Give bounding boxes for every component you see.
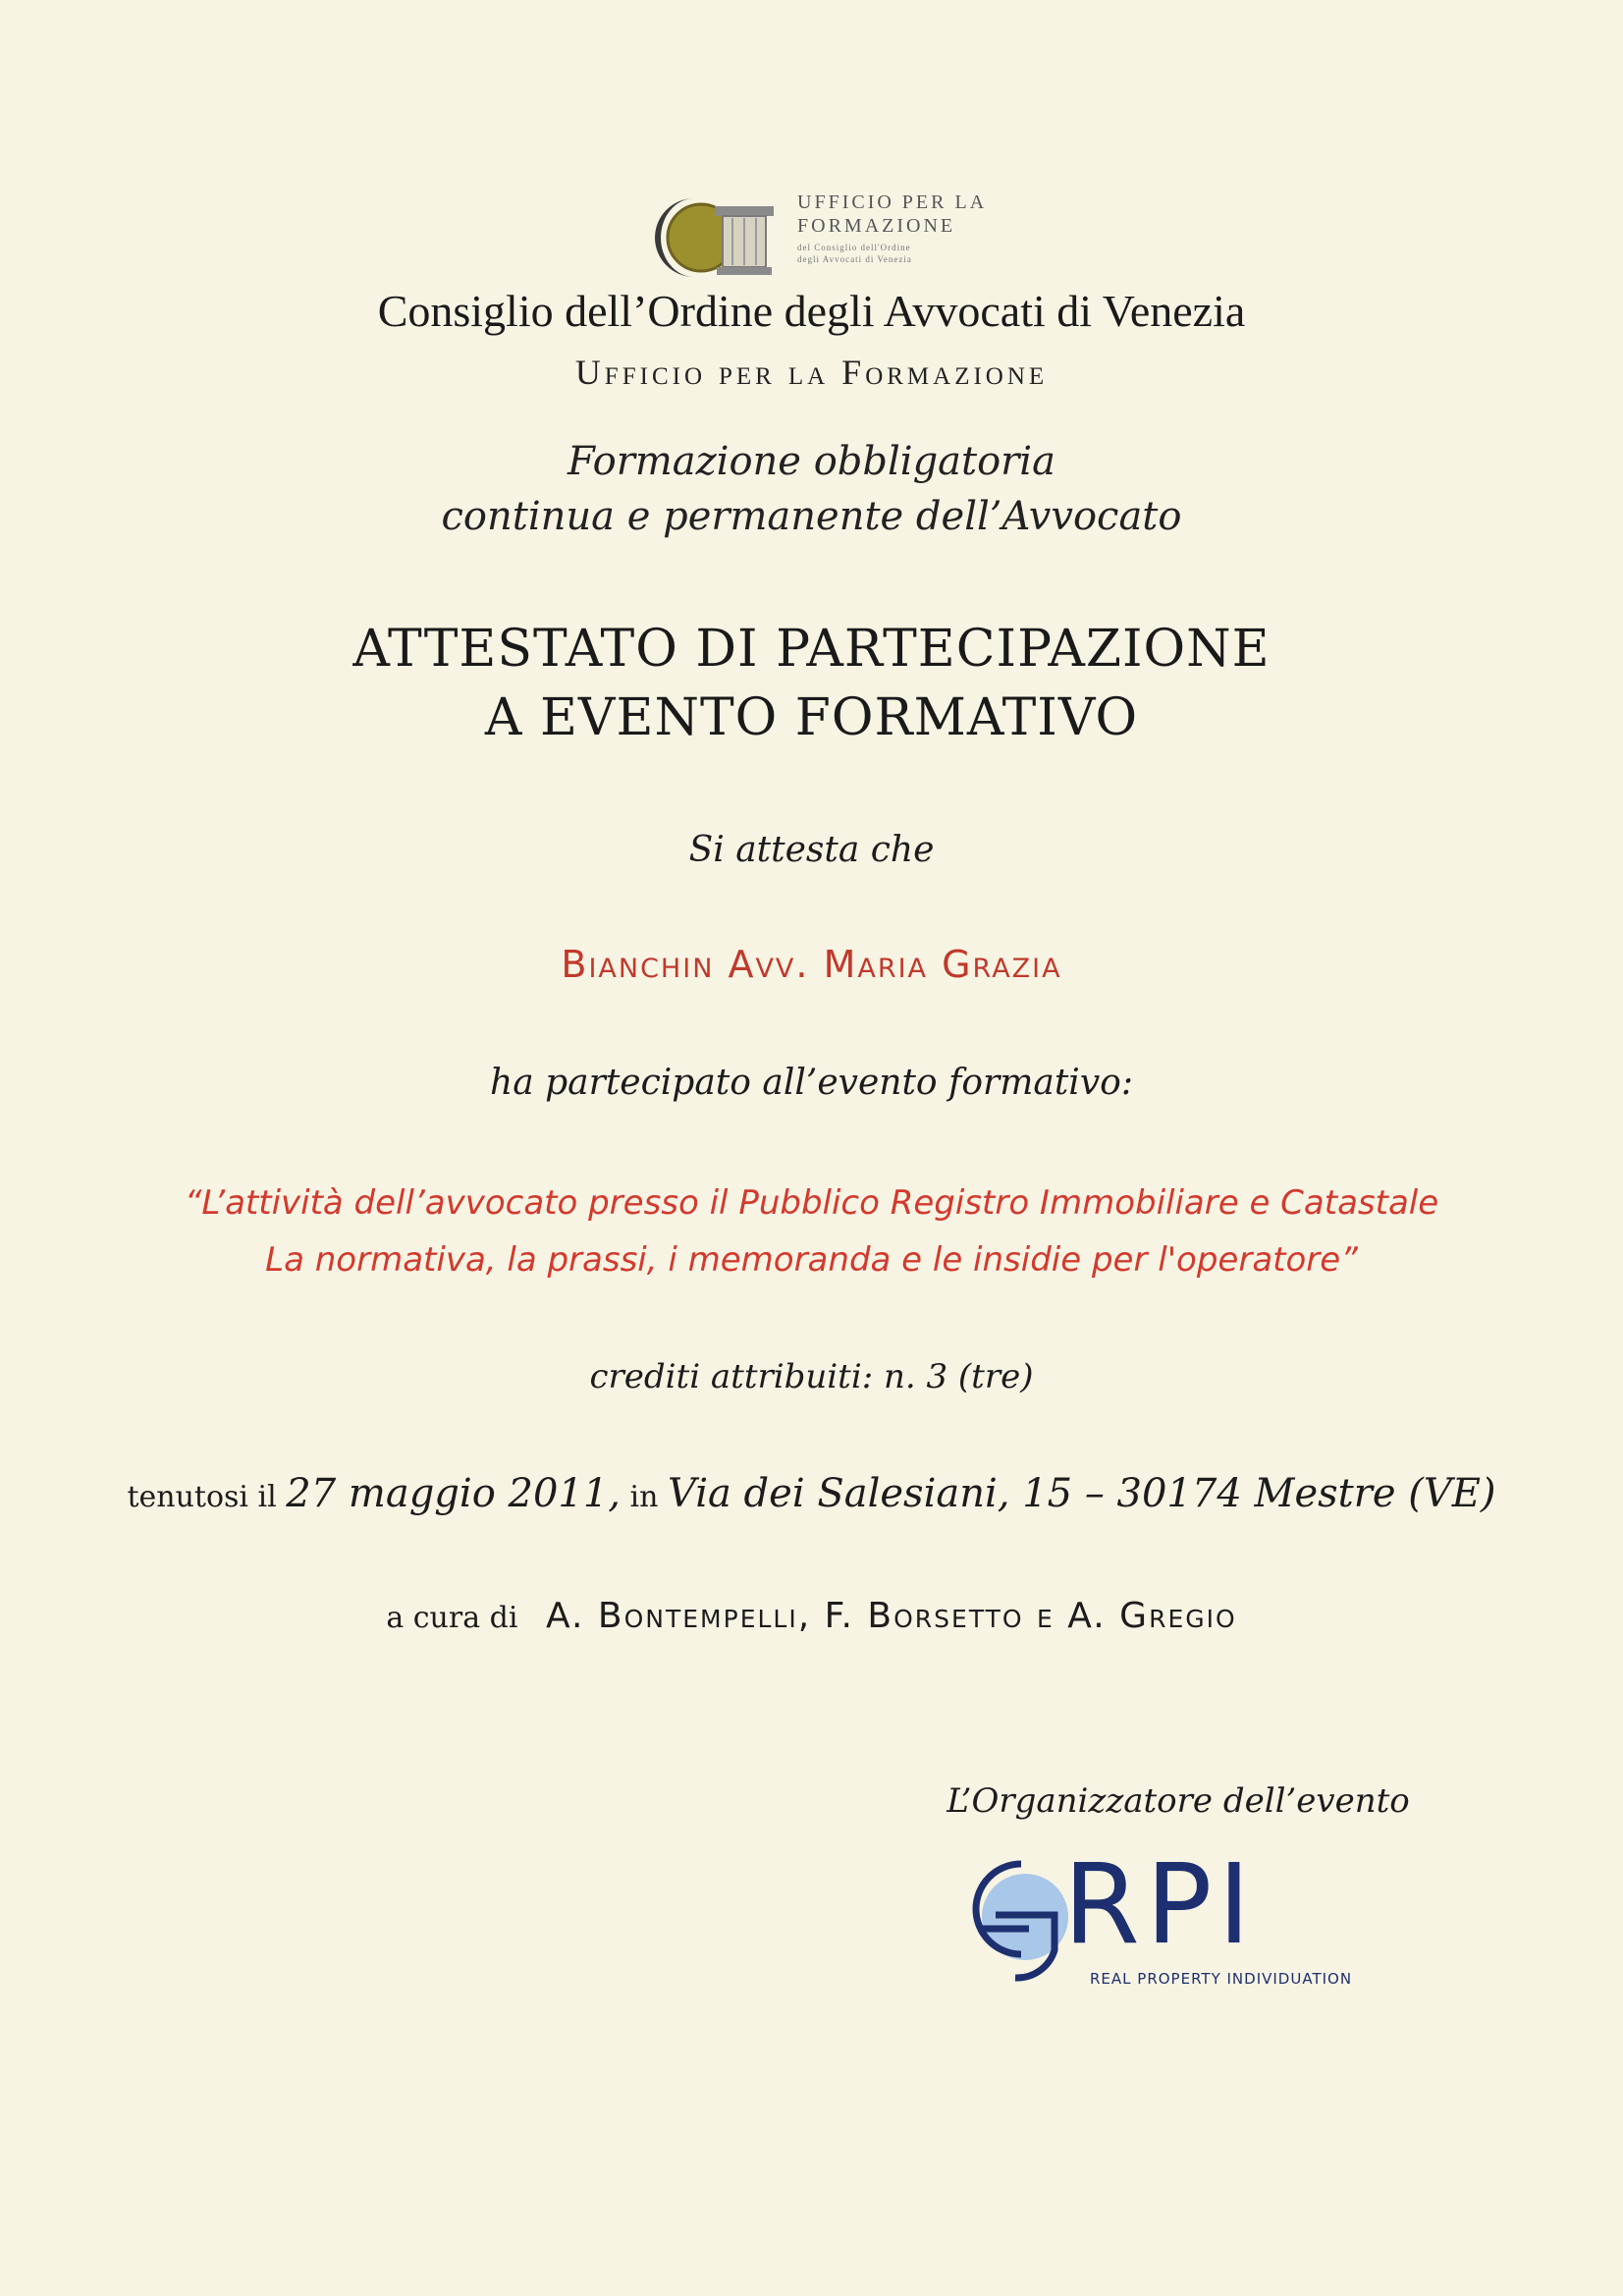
curated-by — [0, 1596, 1623, 1636]
credits-text: crediti attribuiti: n. 3 (tre) — [589, 1357, 1034, 1396]
logo-line-2: FORMAZIONE — [797, 215, 956, 237]
logo-line-3: del Consiglio dell'Ordine — [797, 243, 911, 252]
partecipato-text: ha partecipato all’evento formativo: — [490, 1063, 1133, 1103]
participant-name: Bianchin Avv. Maria Grazia — [561, 943, 1062, 986]
event-line-2: La normativa, la prassi, i memoranda e le insidie per l'operatore” — [265, 1240, 1358, 1280]
event-date-place — [0, 1471, 1623, 1516]
org-name: Consiglio dell’Ordine degli Avvocati di Venezia — [377, 286, 1246, 336]
logo-line-4: degli Avvocati di Venezia — [797, 254, 912, 264]
ufficio-formazione-logo — [650, 192, 1003, 291]
subtitle — [0, 434, 1623, 544]
tenuto-in: in — [629, 1480, 659, 1514]
subtitle-line-1: Formazione obbligatoria — [568, 439, 1055, 484]
title-line-1: ATTESTATO DI PARTECIPAZIONE — [352, 620, 1271, 679]
event-line-1: “L’attività dell’avvocato presso il Pubblico Registro Immobiliare e Catastale — [184, 1183, 1439, 1223]
curator-names: A. Bontempelli, F. Borsetto e A. Gregio — [546, 1596, 1237, 1636]
column-emblem-icon — [650, 192, 797, 281]
certificate-title — [0, 615, 1623, 752]
event-date: 27 maggio 2011, — [286, 1471, 621, 1516]
rpi-emblem-icon — [960, 1856, 1078, 1984]
tenuto-prefix: tenutosi il — [127, 1480, 277, 1514]
rpi-subtitle: REAL PROPERTY INDIVIDUATION — [1090, 1970, 1353, 1988]
event-title — [0, 1175, 1623, 1288]
cura-prefix: a cura di — [386, 1601, 518, 1635]
logo-line-1: UFFICIO PER LA — [797, 191, 988, 213]
office-name: Ufficio per la Formazione — [574, 353, 1049, 392]
organizer-label: L’Organizzatore dell’evento — [947, 1781, 1410, 1821]
subtitle-line-2: continua e permanente dell’Avvocato — [441, 494, 1182, 539]
event-place: Via dei Salesiani, 15 – 30174 Mestre (VE) — [668, 1471, 1496, 1516]
attesta-text: Si attesta che — [688, 830, 935, 870]
rpi-wordmark: RPI — [1063, 1841, 1257, 1969]
title-line-2: A EVENTO FORMATIVO — [484, 688, 1139, 747]
rpi-logo — [960, 1841, 1392, 1994]
